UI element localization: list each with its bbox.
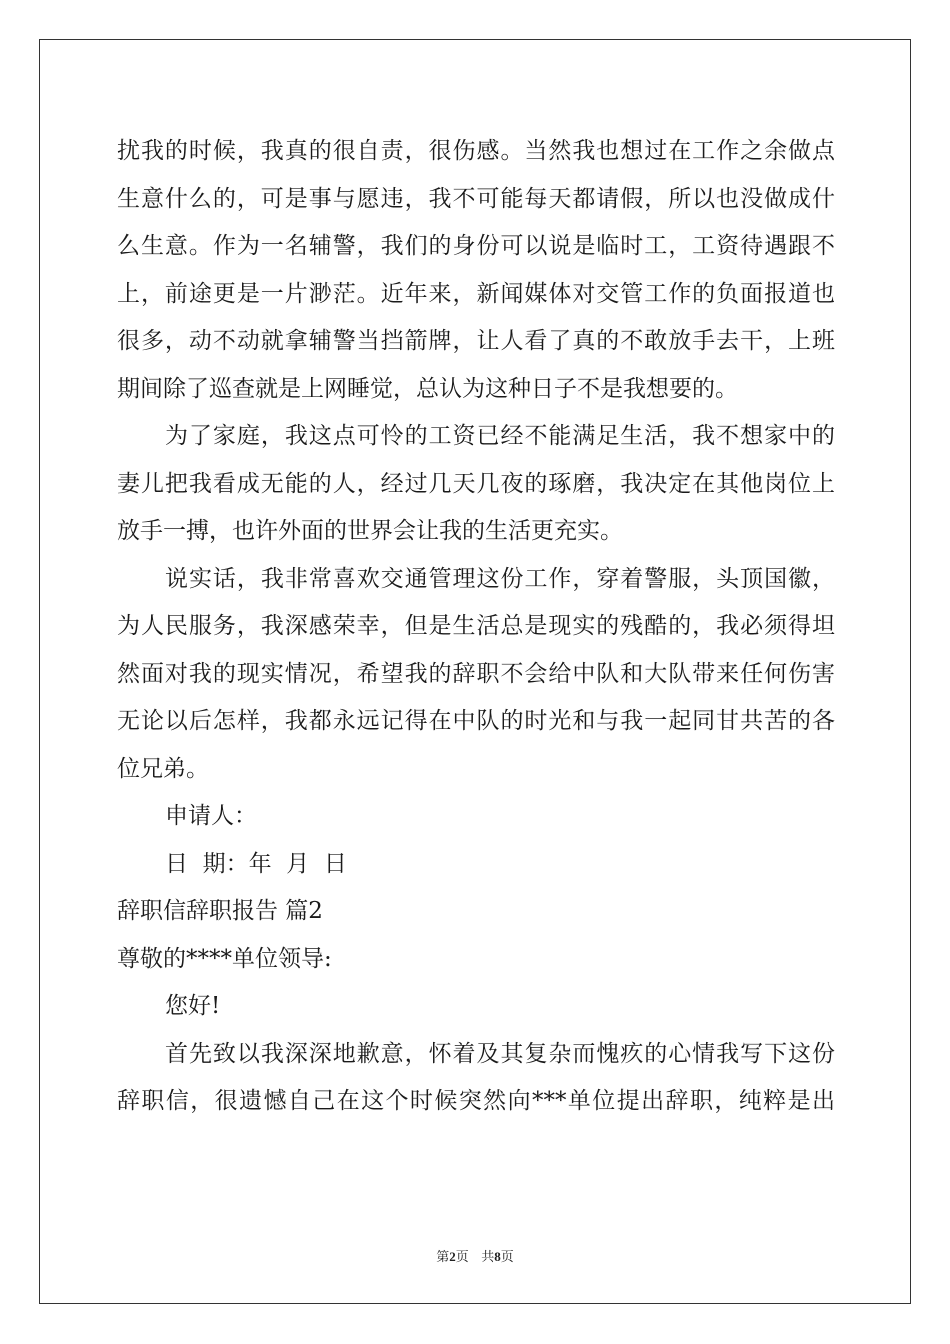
salutation: 尊敬的****单位领导: [117, 945, 332, 972]
text-line: 放手一搏，也许外面的世界会让我的生活更充实。 [117, 518, 623, 544]
text-line: 生意什么的，可是事与愿违，我不可能每天都请假，所以也没做成什 [117, 185, 835, 212]
total-page-number: 8 [494, 1249, 501, 1264]
paragraph-start: 首先致以我深深地歉意，怀着及其复杂而愧疚的心情我写下这份 [165, 1040, 835, 1067]
current-page-number: 2 [449, 1249, 456, 1264]
paragraph-start: 说实话，我非常喜欢交通管理这份工作，穿着警服，头顶国徽， [165, 565, 835, 592]
page-suffix: 页 [500, 1250, 514, 1265]
text-line: 为人民服务，我深感荣幸，但是生活总是现实的残酷的，我必须得坦 [117, 613, 835, 639]
greeting: 您好! [165, 993, 221, 1019]
text-line: 很多，动不动就拿辅警当挡箭牌，让人看了真的不敢放手去干，上班 [117, 328, 835, 354]
document-body [117, 128, 835, 1126]
paragraph-start: 为了家庭，我这点可怜的工资已经不能满足生活，我不想家中的 [165, 423, 835, 449]
date-label: 日 期：年 月 日 [165, 850, 347, 877]
text-line: 辞职信，很遗憾自己在这个时候突然向***单位提出辞职，纯粹是出 [117, 1088, 835, 1114]
text-line: 么生意。作为一名辅警，我们的身份可以说是临时工，工资待遇跟不 [117, 233, 835, 259]
page-prefix: 第 [436, 1250, 450, 1265]
page-mid: 页 共 [455, 1250, 495, 1265]
text-line: 期间除了巡查就是上网睡觉，总认为这种日子不是我想要的。 [117, 375, 738, 402]
text-line: 扰我的时候，我真的很自责，很伤感。当然我也想过在工作之余做点 [117, 138, 835, 164]
text-line: 无论以后怎样，我都永远记得在中队的时光和与我一起同甘共苦的各 [117, 708, 835, 734]
page-footer [0, 1246, 950, 1265]
text-line: 妻儿把我看成无能的人，经过几天几夜的琢磨，我决定在其他岗位上 [117, 470, 835, 497]
text-line: 上，前途更是一片渺茫。近年来，新闻媒体对交管工作的负面报道也 [117, 280, 835, 307]
text-line: 然面对我的现实情况，希望我的辞职不会给中队和大队带来任何伤害 [117, 660, 835, 687]
applicant-label: 申请人： [165, 803, 257, 829]
section-heading: 辞职信辞职报告 篇2 [117, 898, 323, 924]
text-line: 位兄弟。 [117, 755, 209, 782]
